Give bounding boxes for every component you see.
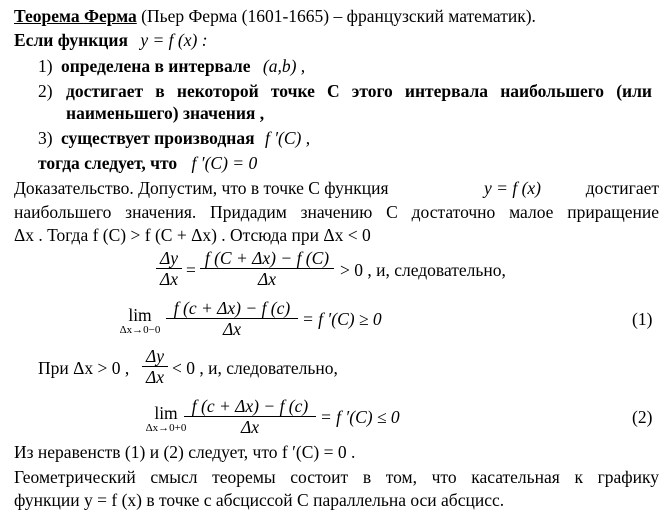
fraction-numerator: f (c + Δx) − f (c): [184, 396, 316, 417]
limit-1-result: = f ′(C) ≥ 0: [302, 309, 382, 329]
condition-1-text: определена в интервале: [60, 56, 251, 76]
fraction-tail-2: < 0 , и, следовательно,: [172, 358, 338, 378]
equals-sign: =: [186, 260, 196, 280]
fraction-numerator: f (c + Δx) − f (c): [166, 298, 298, 319]
fraction-denominator: Δx: [222, 319, 242, 339]
fraction-increment: [200, 248, 334, 289]
fraction-denominator: Δx: [240, 417, 260, 437]
limit-1: [116, 306, 164, 336]
fraction-numerator: Δy: [142, 346, 168, 367]
condition-1-number: 1): [38, 56, 53, 76]
limit-word: lim: [154, 403, 178, 423]
theorem-if-line: [14, 29, 208, 51]
theorem-title: Теорема Ферма: [14, 6, 137, 26]
limit-subscript: Δx→0−0: [119, 324, 161, 336]
fraction-numerator: f (C + Δx) − f (C): [200, 248, 334, 269]
function-expr: y = f (x) :: [140, 30, 208, 50]
proof-function-expr: y = f (x): [484, 178, 541, 198]
condition-3-number: 3): [38, 128, 53, 148]
condition-1-expr: (a,b) ,: [262, 56, 306, 76]
then-expr: f ′(C) = 0: [191, 153, 258, 173]
if-label: Если функция: [14, 30, 128, 50]
fraction-tail: > 0 , и, следовательно,: [340, 260, 506, 280]
fraction-denominator: Δx: [145, 367, 165, 387]
equation-number-2: (2): [632, 407, 653, 427]
geometric-meaning-line-1: Геометрический смысл теоремы состоит в том, что касательная к графику: [14, 467, 659, 487]
fraction-dy-dx: [156, 248, 182, 289]
geometric-meaning-line-2: функции y = f (x) в точке с абсциссой С параллельна оси абсцисс.: [14, 490, 505, 510]
limit-word: lim: [128, 305, 152, 325]
limit-2-result: = f ′(C) ≤ 0: [320, 407, 400, 427]
fraction-denominator: Δx: [159, 269, 179, 289]
proof-intro: Доказательство. Допустим, что в точке С функция: [14, 178, 389, 198]
condition-3-text: существует производная: [60, 128, 255, 148]
fraction-limit-1: [166, 298, 298, 339]
limit-subscript: Δx→0+0: [145, 422, 187, 434]
condition-3: [38, 127, 310, 149]
proof-reaches: достигает: [585, 178, 659, 198]
proof-line-1: [14, 177, 659, 199]
condition-1: [38, 55, 305, 77]
equation-number-1: (1): [632, 309, 653, 329]
proof-conclusion: Из неравенств (1) и (2) следует, что f ′(C) = 0 .: [14, 442, 356, 462]
then-text: тогда следует, что: [38, 153, 178, 173]
theorem-attribution: (Пьер Ферма (1601-1665) – французский математик).: [136, 6, 536, 26]
theorem-conclusion: [38, 152, 257, 174]
condition-3-expr: f ′(C) ,: [264, 128, 311, 148]
fraction-denominator: Δx: [257, 269, 277, 289]
proof-line-3: Δx . Тогда f (C) > f (C + Δx) . Отсюда при Δx < 0: [14, 225, 371, 245]
condition-2-line1: достигает в некоторой точке C этого интервала наибольшего (или: [66, 81, 652, 101]
when-positive: При Δx > 0 ,: [38, 358, 130, 378]
proof-line-2: наибольшего значения. Придадим значению С достаточно малое приращение: [14, 202, 659, 222]
fraction-numerator: Δy: [156, 248, 182, 269]
theorem-heading: [14, 5, 536, 27]
fraction-dy-dx-2: [142, 346, 168, 387]
condition-2-number: 2): [38, 81, 53, 101]
condition-2-line2: наименьшего) значения ,: [66, 103, 265, 123]
limit-2: [142, 404, 190, 434]
fraction-limit-2: [184, 396, 316, 437]
